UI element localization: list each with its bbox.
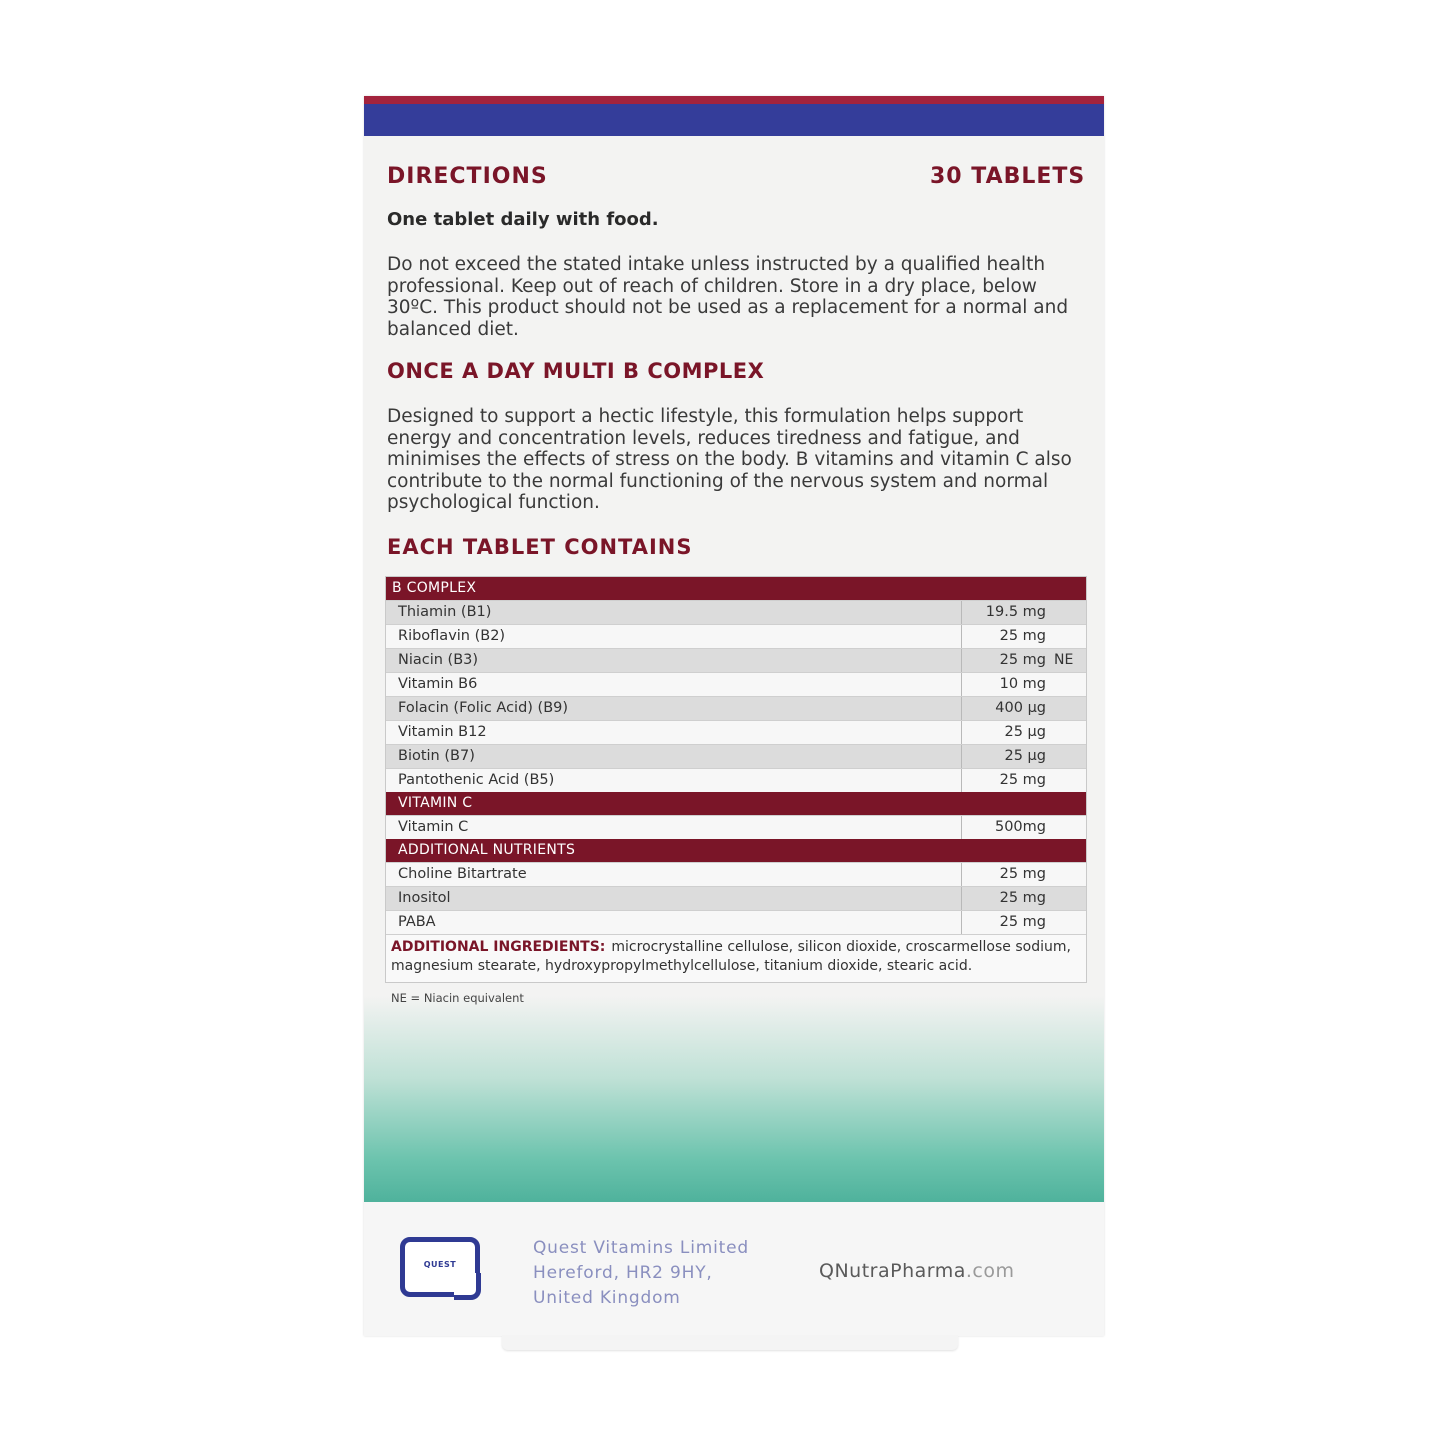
company-address: [533, 1236, 749, 1311]
box-bottom-flap: [502, 1336, 958, 1350]
nutrient-amount: 25 µg: [1004, 724, 1046, 740]
nutrient-name: Thiamin (B1): [386, 601, 962, 624]
table-row: [386, 696, 1086, 720]
nutrient-amount: 25 mg: [999, 628, 1046, 644]
nutrient-note: [1046, 697, 1086, 720]
quest-logo: [400, 1237, 480, 1297]
warning-text: Do not exceed the stated intake unless instructed by a qualified health professional. Keep out of reach of children. Store in a dry place, below 30ºC. This product should not be used as a replacement for a normal and balanced diet.: [387, 254, 1069, 340]
section-header: ADDITIONAL NUTRIENTS: [386, 839, 1086, 862]
nutrient-amount: 25 mg: [999, 652, 1046, 668]
section-header: B COMPLEX: [386, 577, 1086, 600]
table-title: EACH TABLET CONTAINS: [387, 535, 693, 559]
niacin-footnote: NE = Niacin equivalent: [391, 991, 524, 1005]
nutrient-note: [1046, 721, 1086, 744]
ingredients-list: microcrystalline cellulose, silicon dioxide, croscarmellose sodium, magnesium stearate, hydroxypropylmethylcellulose, titanium dioxide, stearic acid.: [391, 939, 1071, 974]
nutrient-note: NE: [1054, 652, 1074, 668]
nutrient-name: Vitamin B12: [386, 721, 962, 744]
teal-gradient-band: [364, 996, 1104, 1202]
nutrient-note: [1046, 863, 1086, 886]
nutrient-note: [1046, 887, 1086, 910]
table-row: [386, 862, 1086, 886]
address-line: Hereford, HR2 9HY,: [533, 1263, 713, 1283]
nutrient-note: [1046, 769, 1086, 792]
section-header: VITAMIN C: [386, 792, 1086, 815]
nutrient-name: Niacin (B3): [386, 649, 962, 672]
nutrient-name: Folacin (Folic Acid) (B9): [386, 697, 962, 720]
nutrient-name: Vitamin C: [386, 816, 962, 839]
nutrient-amount: 500mg: [994, 819, 1046, 835]
nutrition-table: [385, 576, 1087, 983]
nutrient-note: [1046, 911, 1086, 934]
nutrient-amount: 25 mg: [999, 914, 1046, 930]
website-domain: .com: [965, 1260, 1015, 1282]
nutrient-note: [1046, 625, 1086, 648]
nutrient-amount: 25 mg: [999, 772, 1046, 788]
table-row: [386, 720, 1086, 744]
top-red-stripe: [364, 96, 1104, 104]
ingredients-label: ADDITIONAL INGREDIENTS:: [391, 939, 606, 955]
table-row: [386, 600, 1086, 624]
address-line: United Kingdom: [533, 1288, 681, 1308]
table-row: [386, 910, 1086, 934]
table-row: [386, 624, 1086, 648]
tablet-count: 30 TABLETS: [930, 164, 1086, 189]
table-row: [386, 886, 1086, 910]
table-row: [386, 815, 1086, 839]
nutrient-name: Pantothenic Acid (B5): [386, 769, 962, 792]
nutrient-name: Inositol: [386, 887, 962, 910]
product-description: Designed to support a hectic lifestyle, this formulation helps support energy and concentration levels, reduces tiredness and fatigue, and minimises the effects of stress on the body. B vitamins and vitamin C also contribute to the normal functioning of the nervous system and normal psychological function.: [387, 406, 1072, 513]
website-name: QNutraPharma: [819, 1260, 966, 1282]
table-row: [386, 648, 1086, 672]
top-blue-band: [364, 104, 1104, 136]
nutrient-amount: 400 µg: [995, 700, 1046, 716]
nutrient-amount: 25 µg: [1004, 748, 1046, 764]
address-line: Quest Vitamins Limited: [533, 1238, 749, 1258]
product-title: ONCE A DAY MULTI B COMPLEX: [387, 359, 765, 383]
logo-tail: [454, 1273, 481, 1300]
website: [819, 1260, 1015, 1282]
directions-heading: DIRECTIONS: [387, 164, 548, 189]
nutrient-name: PABA: [386, 911, 962, 934]
table-row: [386, 744, 1086, 768]
nutrient-amount: 25 mg: [999, 890, 1046, 906]
nutrient-amount: 10 mg: [999, 676, 1046, 692]
nutrient-name: Choline Bitartrate: [386, 863, 962, 886]
nutrient-note: [1046, 673, 1086, 696]
nutrient-amount: 25 mg: [999, 866, 1046, 882]
nutrient-note: [1046, 816, 1086, 839]
nutrient-name: Vitamin B6: [386, 673, 962, 696]
nutrient-name: Biotin (B7): [386, 745, 962, 768]
logo-text: QUEST: [423, 1260, 457, 1269]
table-row: [386, 768, 1086, 792]
nutrient-note: [1046, 745, 1086, 768]
nutrient-name: Riboflavin (B2): [386, 625, 962, 648]
nutrient-note: [1046, 601, 1086, 624]
additional-ingredients: [386, 934, 1086, 982]
nutrient-amount: 19.5 mg: [985, 604, 1046, 620]
intake-instruction: One tablet daily with food.: [387, 209, 659, 230]
table-row: [386, 672, 1086, 696]
